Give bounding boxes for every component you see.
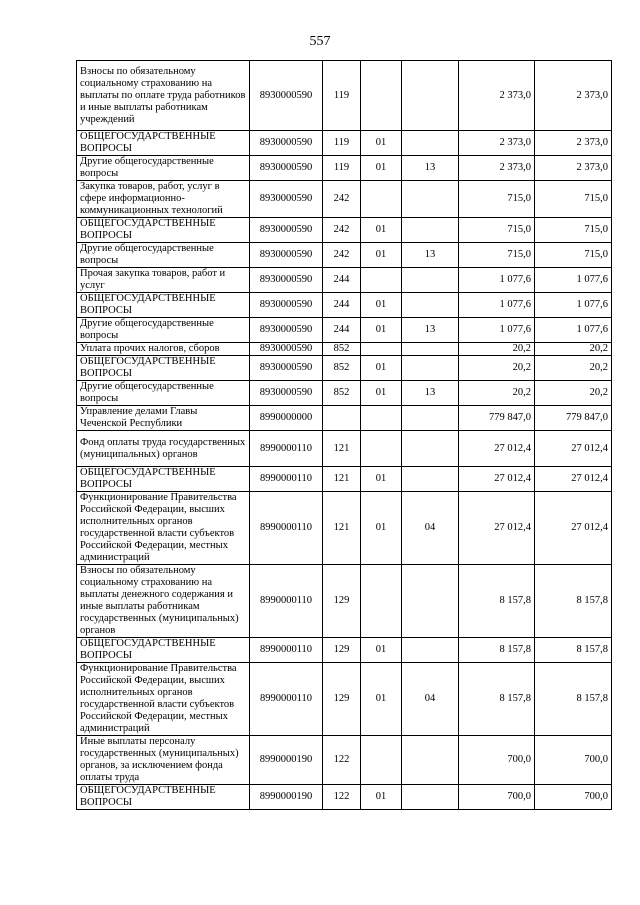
amount-cell: 27 012,4	[459, 492, 535, 565]
subsection-cell	[402, 406, 459, 431]
item-name-cell: ОБЩЕГОСУДАРСТВЕННЫЕ ВОПРОСЫ	[77, 218, 250, 243]
amount-cell: 1 077,6	[459, 293, 535, 318]
expense-type-cell: 121	[323, 467, 361, 492]
item-name-cell: Другие общегосударственные вопросы	[77, 318, 250, 343]
amount-cell: 8 157,8	[535, 663, 612, 736]
table-row	[77, 343, 612, 356]
table-row	[77, 431, 612, 467]
expense-type-cell: 242	[323, 181, 361, 218]
section-cell	[361, 268, 402, 293]
table-row	[77, 356, 612, 381]
item-name-cell: Закупка товаров, работ, услуг в сфере информационно-коммуникационных технологий	[77, 181, 250, 218]
subsection-cell	[402, 61, 459, 131]
amount-cell: 700,0	[535, 736, 612, 785]
subsection-cell: 04	[402, 663, 459, 736]
target-code-cell: 8930000590	[250, 293, 323, 318]
expense-type-cell	[323, 406, 361, 431]
section-cell: 01	[361, 467, 402, 492]
target-code-cell: 8990000110	[250, 565, 323, 638]
table-row	[77, 492, 612, 565]
expense-type-cell: 244	[323, 293, 361, 318]
subsection-cell: 04	[402, 492, 459, 565]
section-cell	[361, 565, 402, 638]
section-cell: 01	[361, 156, 402, 181]
expense-type-cell: 122	[323, 785, 361, 810]
target-code-cell: 8930000590	[250, 343, 323, 356]
table-row	[77, 293, 612, 318]
item-name-cell: ОБЩЕГОСУДАРСТВЕННЫЕ ВОПРОСЫ	[77, 638, 250, 663]
section-cell: 01	[361, 356, 402, 381]
subsection-cell: 13	[402, 243, 459, 268]
target-code-cell: 8930000590	[250, 356, 323, 381]
amount-cell: 715,0	[535, 181, 612, 218]
amount-cell: 8 157,8	[459, 638, 535, 663]
item-name-cell: ОБЩЕГОСУДАРСТВЕННЫЕ ВОПРОСЫ	[77, 293, 250, 318]
target-code-cell: 8990000110	[250, 431, 323, 467]
subsection-cell	[402, 218, 459, 243]
item-name-cell: ОБЩЕГОСУДАРСТВЕННЫЕ ВОПРОСЫ	[77, 467, 250, 492]
subsection-cell	[402, 293, 459, 318]
subsection-cell	[402, 785, 459, 810]
table-row	[77, 638, 612, 663]
expense-type-cell: 129	[323, 663, 361, 736]
target-code-cell: 8990000110	[250, 638, 323, 663]
item-name-cell: Другие общегосударственные вопросы	[77, 381, 250, 406]
amount-cell: 20,2	[459, 381, 535, 406]
table-row	[77, 318, 612, 343]
section-cell: 01	[361, 131, 402, 156]
target-code-cell: 8930000590	[250, 131, 323, 156]
target-code-cell: 8930000590	[250, 318, 323, 343]
amount-cell: 27 012,4	[535, 492, 612, 565]
expense-type-cell: 852	[323, 343, 361, 356]
table-row	[77, 736, 612, 785]
amount-cell: 1 077,6	[535, 318, 612, 343]
section-cell: 01	[361, 663, 402, 736]
subsection-cell: 13	[402, 156, 459, 181]
table-row	[77, 218, 612, 243]
expense-type-cell: 244	[323, 268, 361, 293]
section-cell	[361, 181, 402, 218]
amount-cell: 715,0	[459, 218, 535, 243]
amount-cell: 8 157,8	[459, 565, 535, 638]
amount-cell: 20,2	[535, 343, 612, 356]
item-name-cell: Управление делами Главы Чеченской Республики	[77, 406, 250, 431]
amount-cell: 1 077,6	[535, 293, 612, 318]
table-row	[77, 565, 612, 638]
subsection-cell	[402, 565, 459, 638]
amount-cell: 27 012,4	[535, 467, 612, 492]
subsection-cell	[402, 431, 459, 467]
expense-type-cell: 244	[323, 318, 361, 343]
table-row	[77, 156, 612, 181]
amount-cell: 2 373,0	[535, 131, 612, 156]
section-cell: 01	[361, 318, 402, 343]
amount-cell: 8 157,8	[535, 638, 612, 663]
expense-type-cell: 129	[323, 638, 361, 663]
amount-cell: 20,2	[459, 356, 535, 381]
section-cell: 01	[361, 638, 402, 663]
item-name-cell: Другие общегосударственные вопросы	[77, 243, 250, 268]
table-row	[77, 406, 612, 431]
amount-cell: 715,0	[535, 218, 612, 243]
item-name-cell: Взносы по обязательному социальному страхованию на выплаты по оплате труда работников и иные выплаты работникам учреждений	[77, 61, 250, 131]
expense-type-cell: 121	[323, 431, 361, 467]
section-cell	[361, 61, 402, 131]
expense-type-cell: 119	[323, 156, 361, 181]
target-code-cell: 8930000590	[250, 268, 323, 293]
item-name-cell: Функционирование Правительства Российской Федерации, высших исполнительных органов государственной власти субъектов Российской Федерации, местных администраций	[77, 663, 250, 736]
amount-cell: 700,0	[459, 736, 535, 785]
amount-cell: 1 077,6	[459, 318, 535, 343]
target-code-cell: 8930000590	[250, 243, 323, 268]
expense-type-cell: 122	[323, 736, 361, 785]
amount-cell: 2 373,0	[535, 61, 612, 131]
amount-cell: 779 847,0	[459, 406, 535, 431]
section-cell: 01	[361, 381, 402, 406]
table-row	[77, 785, 612, 810]
expense-type-cell: 119	[323, 61, 361, 131]
section-cell: 01	[361, 218, 402, 243]
target-code-cell: 8990000110	[250, 467, 323, 492]
target-code-cell: 8930000590	[250, 156, 323, 181]
item-name-cell: ОБЩЕГОСУДАРСТВЕННЫЕ ВОПРОСЫ	[77, 131, 250, 156]
subsection-cell	[402, 181, 459, 218]
amount-cell: 20,2	[535, 356, 612, 381]
subsection-cell	[402, 268, 459, 293]
table-row	[77, 131, 612, 156]
item-name-cell: Прочая закупка товаров, работ и услуг	[77, 268, 250, 293]
expense-type-cell: 121	[323, 492, 361, 565]
amount-cell: 779 847,0	[535, 406, 612, 431]
section-cell	[361, 736, 402, 785]
table-row	[77, 467, 612, 492]
amount-cell: 700,0	[535, 785, 612, 810]
page-number: 557	[309, 34, 331, 49]
subsection-cell	[402, 638, 459, 663]
target-code-cell: 8930000590	[250, 181, 323, 218]
target-code-cell: 8990000110	[250, 492, 323, 565]
amount-cell: 2 373,0	[459, 131, 535, 156]
section-cell	[361, 406, 402, 431]
target-code-cell: 8990000190	[250, 736, 323, 785]
target-code-cell: 8990000190	[250, 785, 323, 810]
item-name-cell: ОБЩЕГОСУДАРСТВЕННЫЕ ВОПРОСЫ	[77, 356, 250, 381]
amount-cell: 715,0	[459, 243, 535, 268]
section-cell: 01	[361, 492, 402, 565]
amount-cell: 2 373,0	[459, 156, 535, 181]
expense-type-cell: 129	[323, 565, 361, 638]
amount-cell: 700,0	[459, 785, 535, 810]
target-code-cell: 8930000590	[250, 218, 323, 243]
item-name-cell: Уплата прочих налогов, сборов	[77, 343, 250, 356]
table-row	[77, 268, 612, 293]
amount-cell: 27 012,4	[535, 431, 612, 467]
table-row	[77, 61, 612, 131]
amount-cell: 715,0	[459, 181, 535, 218]
target-code-cell: 8930000590	[250, 381, 323, 406]
item-name-cell: Взносы по обязательному социальному страхованию на выплаты денежного содержания и иные выплаты работникам государственных (муниципальных) органов	[77, 565, 250, 638]
target-code-cell: 8930000590	[250, 61, 323, 131]
amount-cell: 8 157,8	[535, 565, 612, 638]
amount-cell: 20,2	[459, 343, 535, 356]
section-cell	[361, 431, 402, 467]
table-row	[77, 181, 612, 218]
amount-cell: 1 077,6	[535, 268, 612, 293]
subsection-cell: 13	[402, 381, 459, 406]
amount-cell: 8 157,8	[459, 663, 535, 736]
expense-type-cell: 852	[323, 356, 361, 381]
subsection-cell	[402, 467, 459, 492]
item-name-cell: Функционирование Правительства Российской Федерации, высших исполнительных органов государственной власти субъектов Российской Федерации, местных администраций	[77, 492, 250, 565]
target-code-cell: 8990000000	[250, 406, 323, 431]
item-name-cell: Другие общегосударственные вопросы	[77, 156, 250, 181]
table-row	[77, 381, 612, 406]
section-cell	[361, 343, 402, 356]
expense-type-cell: 242	[323, 218, 361, 243]
subsection-cell	[402, 131, 459, 156]
expense-type-cell: 852	[323, 381, 361, 406]
subsection-cell	[402, 343, 459, 356]
amount-cell: 1 077,6	[459, 268, 535, 293]
subsection-cell	[402, 356, 459, 381]
subsection-cell: 13	[402, 318, 459, 343]
section-cell: 01	[361, 243, 402, 268]
amount-cell: 2 373,0	[535, 156, 612, 181]
amount-cell: 20,2	[535, 381, 612, 406]
expense-type-cell: 242	[323, 243, 361, 268]
amount-cell: 27 012,4	[459, 467, 535, 492]
section-cell: 01	[361, 785, 402, 810]
amount-cell: 27 012,4	[459, 431, 535, 467]
item-name-cell: ОБЩЕГОСУДАРСТВЕННЫЕ ВОПРОСЫ	[77, 785, 250, 810]
amount-cell: 2 373,0	[459, 61, 535, 131]
table-row	[77, 663, 612, 736]
table-row	[77, 243, 612, 268]
item-name-cell: Иные выплаты персоналу государственных (муниципальных) органов, за исключением фонда оплаты труда	[77, 736, 250, 785]
amount-cell: 715,0	[535, 243, 612, 268]
expense-type-cell: 119	[323, 131, 361, 156]
budget-table	[76, 60, 612, 810]
target-code-cell: 8990000110	[250, 663, 323, 736]
subsection-cell	[402, 736, 459, 785]
item-name-cell: Фонд оплаты труда государственных (муниципальных) органов	[77, 431, 250, 467]
section-cell: 01	[361, 293, 402, 318]
